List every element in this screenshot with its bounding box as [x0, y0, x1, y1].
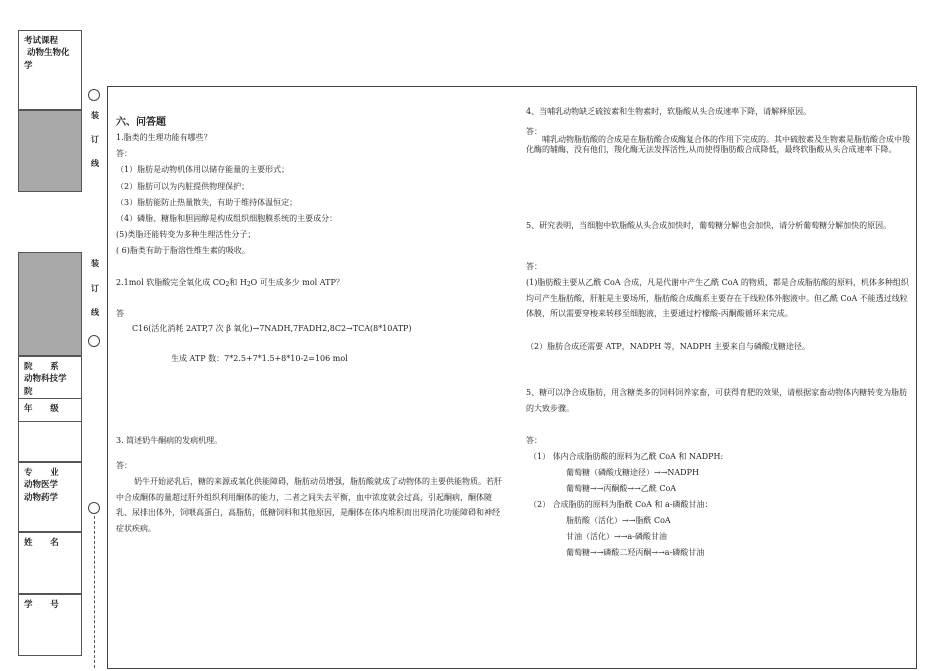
exam-course-box	[18, 30, 82, 110]
dept-label: 院 系 动物科技学 院	[24, 362, 67, 397]
major-box	[18, 462, 82, 532]
answer-item: （2）脂肪可以为内脏提供物理保护；	[116, 182, 250, 191]
question-2-part-c: O 可生成多少 mol ATP？	[250, 278, 344, 287]
question-2-answer-label: 答	[116, 309, 124, 318]
answer-item: （1）脂肪是动物机体用以储存能量的主要形式；	[116, 165, 290, 174]
question-4: 4、当哺乳动物缺乏硫铵素和生物素时，软脂酸从头合成速率下降，请解释原因。	[526, 107, 812, 116]
question-6-answer-label: 答：	[526, 436, 542, 445]
binding-char-zhuang-2: 装	[91, 259, 99, 268]
question-6-line: 葡萄糖（磷酸戊糖途径）→→NADPH	[566, 468, 699, 477]
major-label: 专 业 动物医学 动物药学	[24, 468, 59, 503]
binding-char-xian-2: 线	[91, 308, 99, 317]
question-6-line: 葡萄糖→→丙酮酸→→乙酰 CoA	[566, 484, 677, 493]
question-5-answer-2: （2）脂肪合成还需要 ATP，NADPH 等，NADPH 主要来自与磷酸戊糖途径。	[526, 342, 810, 351]
binding-dashed-line	[94, 516, 95, 668]
question-6-line: 甘油（活化）→→a-磷酸甘油	[566, 532, 667, 541]
gray-box-middle	[18, 252, 82, 356]
gray-box-top	[18, 110, 82, 192]
binding-char-xian-1: 线	[91, 159, 99, 168]
question-2-part-b: 和 H	[229, 278, 247, 287]
question-6: 5、糖可以净合成脂肪，用含糖类多的饲料饲养家畜，可获得育肥的效果，请根据家畜动物体内糖转变为脂肪的大致步骤。	[526, 388, 908, 413]
answer-item: （3）脂肪能防止热量散失，有助于维持体温恒定；	[116, 198, 298, 207]
student-id-label: 学 号	[24, 600, 59, 610]
question-2-part-a: 2.1mol 软脂酸完全氧化成 CO	[116, 278, 226, 287]
question-5-answer-1: (1)脂肪酸主要从乙酰 CoA 合成，凡是代谢中产生乙酰 CoA 的物质，都是合成脂肪酸的原料，机体多种组织均可产生脂肪酸，肝脏是主要场所，脂肪酸合成酶系主要存在于线粒体外胞液中。但乙酰 CoA 不能透过线粒体膜，所以需要穿梭来转移至细胞液，主要通过柠檬酸-丙酮酸循环来完成。	[526, 278, 909, 319]
question-5-answer-label: 答：	[526, 262, 542, 271]
subscript-2: 2	[246, 281, 251, 288]
question-1: 1.脂类的生理功能有哪些？	[116, 133, 212, 142]
name-label: 姓 名	[24, 538, 59, 548]
answer-item: (5)类脂还能转变为多种生理活性分子；	[116, 230, 256, 239]
question-6-line: 脂肪酸（活化）→→脂酰 CoA	[566, 516, 671, 525]
grade-label: 年 级	[24, 404, 59, 414]
binding-hole-3	[88, 502, 100, 514]
binding-hole-1	[88, 89, 100, 101]
student-id-box	[18, 594, 82, 656]
question-4-answer: 哺乳动物脂肪酸的合成是在脂肪酸合成酶复合体的作用下完成的。其中硫胺素及生物素是脂肪酸合成中羧化酶的辅酶，没有他们，羧化酶无法发挥活性,从而使得脂肪酸合成降低，最终软脂酸从头合成速率下降。	[526, 135, 910, 154]
binding-char-ding-1: 订	[91, 135, 99, 144]
question-6-line: （1） 体内合成脂肪酸的原料为乙酰 CoA 和 NADPH:	[529, 452, 724, 461]
exam-page-frame	[107, 86, 917, 669]
grade-box	[18, 398, 82, 462]
question-2	[116, 277, 344, 290]
question-3-answer: 奶牛开始泌乳后，糖的来源或氧化供能障碍，脂肪动员增强，脂肪酸就成了动物体的主要供能物质。若肝中合成酮体的量超过肝外组织利用酮体的能力，二者之间失去平衡，血中浓度就会过高，引起酮病，酮体随乳、尿排出体外，饲喂高蛋白，高脂肪，低糖饲料和其他原因，是酮体在体内堆积而出现消化功能障碍和神经症状疾病。	[116, 477, 502, 533]
binding-hole-2	[88, 335, 100, 347]
binding-char-ding-2: 订	[91, 284, 99, 293]
question-5: 5、研究表明，当细胞中软脂酸从头合成加快时，葡萄糖分解也会加快，请分析葡萄糖分解加快的原因。	[526, 221, 892, 230]
section-title: 六、问答题	[116, 117, 166, 128]
question-3-answer-label: 答：	[116, 461, 132, 470]
name-box	[18, 532, 82, 594]
question-2-answer-line-1: C16(活化消耗 2ATP,7 次 β 氧化)→7NADH,7FADH2,8C2→TCA(8*10ATP)	[132, 324, 412, 333]
question-2-answer-line-2: 生成 ATP 数：7*2.5+7*1.5+8*10-2=106 mol	[171, 354, 348, 363]
question-6-line: （2） 合成脂肪的原料为脂酰 CoA 和 a-磷酸甘油：	[529, 500, 713, 509]
answer-item: （4）磷脂、糖脂和胆固醇是构成组织细胞膜系统的主要成分：	[116, 214, 338, 223]
question-4-answer-label: 答：	[526, 127, 542, 136]
question-1-answer-label: 答：	[116, 149, 132, 158]
question-3: 3. 简述奶牛酮病的发病机理。	[116, 436, 223, 445]
answer-item: ( 6)脂类有助于脂溶性维生素的吸收。	[116, 246, 250, 255]
exam-course-label: 考试课程 动物生物化 学	[24, 36, 70, 71]
binding-char-zhuang-1: 装	[91, 111, 99, 120]
question-6-line: 葡萄糖→→磷酸二羟丙酮→→a-磷酸甘油	[566, 548, 705, 557]
subscript-2: 2	[225, 281, 230, 288]
